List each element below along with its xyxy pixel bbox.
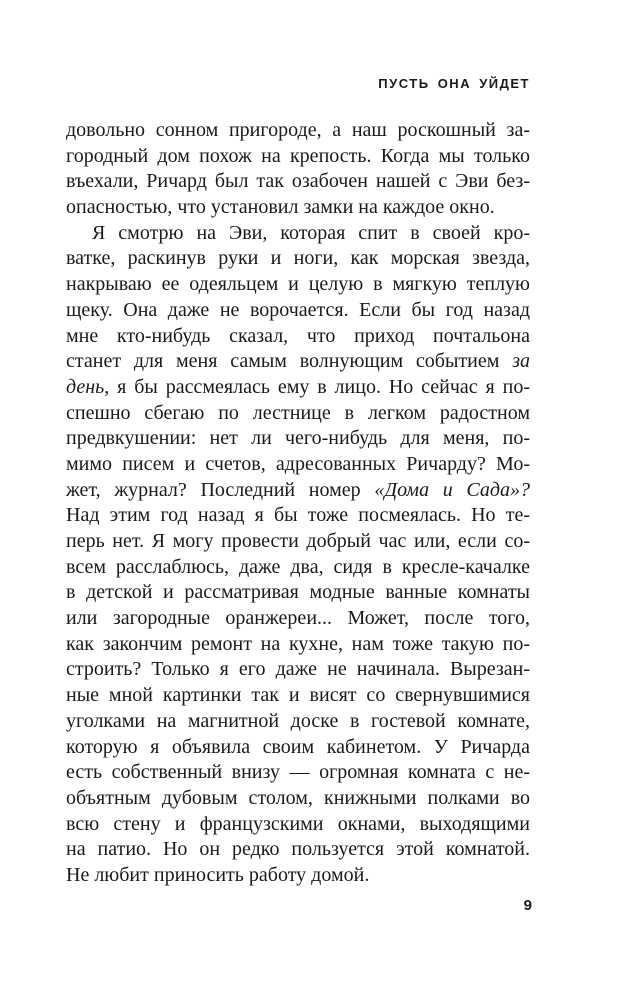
text-line: ватке, раскинув руки и ноги, как морская звезда, — [66, 247, 530, 270]
text-line: объятным дубовым столом, книжными полками во — [66, 786, 530, 809]
text-line: мне кто-нибудь сказал, что приход почтальона — [66, 324, 530, 347]
text-line: Я смотрю на Эви, которая спит в своей кро- — [92, 221, 530, 244]
body-text — [66, 118, 530, 889]
text-line: щеку. Она даже не ворочается. Если бы год назад — [66, 298, 530, 321]
paragraph — [66, 118, 530, 221]
text-line: в детской и рассматривая модные ванные комнаты — [66, 581, 530, 604]
text-line: жет, журнал? Последний номер «Дома и Сада»? — [66, 478, 531, 501]
paragraph — [66, 221, 530, 889]
text-line: строить? Только я его даже не начинала. Вырезан- — [66, 658, 530, 681]
text-line: есть собственный внизу — огромная комната с не- — [66, 761, 530, 784]
text-line: которую я объявила своим кабинетом. У Ричарда — [66, 735, 530, 758]
text-line: Над этим год назад я бы тоже посмеялась. Но те- — [66, 504, 530, 527]
text-line: предвкушении: нет ли чего-нибудь для меня, по- — [66, 427, 530, 450]
text-line: накрываю ее одеяльцем и целую в мягкую теплую — [66, 273, 530, 296]
text-line: Не любит приносить работу домой. — [66, 863, 370, 886]
text-line: всю стену и французскими окнами, выходящими — [66, 812, 530, 835]
text-line: опасностью, что установил замки на каждое окно. — [66, 196, 495, 219]
page-number: 9 — [523, 897, 532, 914]
text-line: всем расслаблюсь, даже два, сидя в кресле-качалке — [66, 555, 530, 578]
text-line: городный дом похож на крепость. Когда мы только — [66, 144, 530, 167]
text-line: станет для меня самым волнующим событием за — [66, 350, 530, 373]
text-line: довольно сонном пригороде, а наш роскошный за- — [66, 119, 530, 141]
text-line: мимо писем и счетов, адресованных Ричарду? Мо- — [66, 452, 530, 475]
text-line: спешно сбегаю по лестнице в легком радостном — [66, 401, 530, 424]
text-line: ные мной картинки так и висят со свернувшимися — [66, 684, 530, 707]
text-line: уголками на магнитной доске в гостевой комнате, — [66, 709, 530, 732]
text-line: въехали, Ричард был так озабочен нашей с Эви без- — [66, 170, 530, 193]
text-line: как закончим ремонт на кухне, нам тоже такую по- — [66, 632, 530, 655]
text-line: или загородные оранжереи... Может, после того, — [66, 607, 530, 630]
text-line: перь нет. Я могу провести добрый час или, если со- — [66, 530, 530, 552]
running-title: ПУСТЬ ОНА УЙДЕТ — [378, 76, 530, 91]
text-line: на патио. Но он редко пользуется этой комнатой. — [66, 838, 530, 861]
text-line: день, я бы рассмеялась ему в лицо. Но сейчас я по- — [66, 375, 530, 398]
